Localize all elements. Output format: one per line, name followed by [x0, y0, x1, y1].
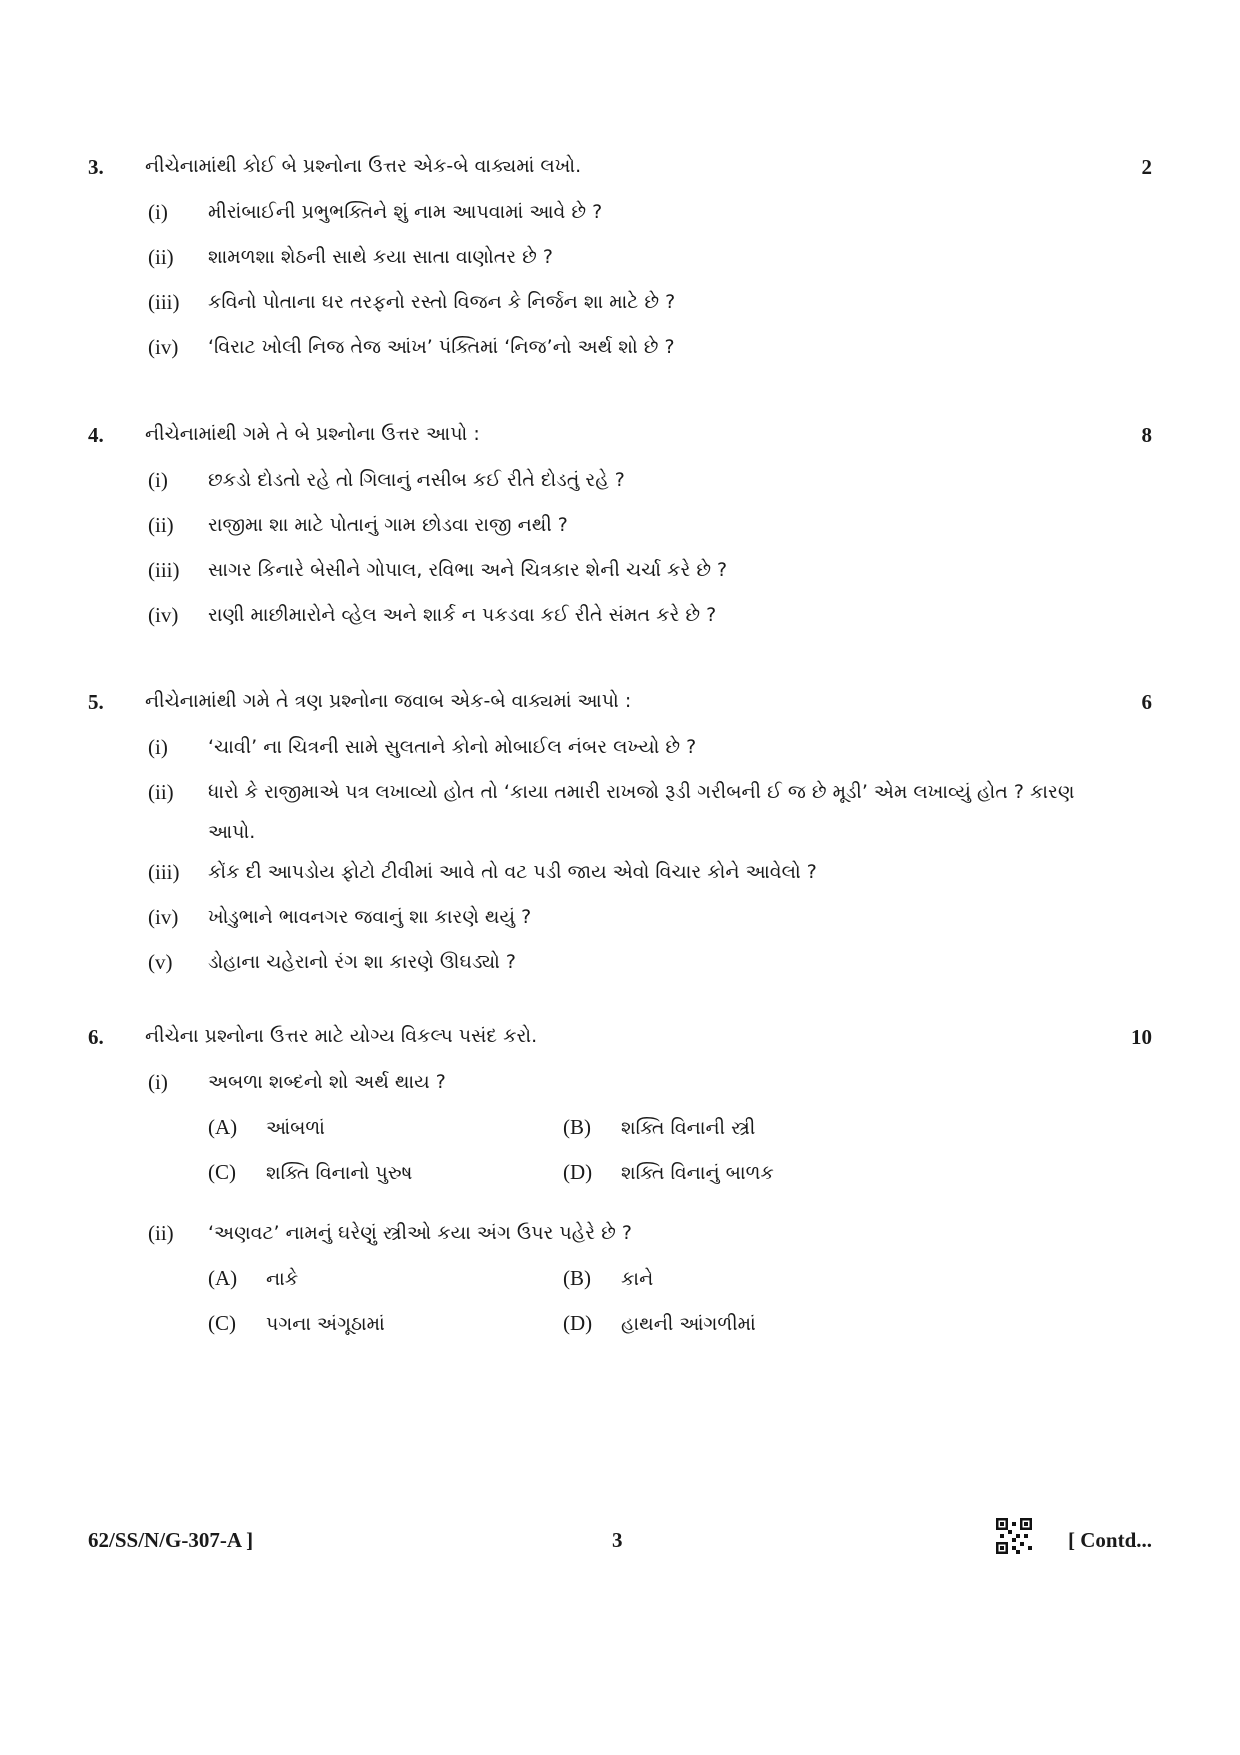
- question-marks: 8: [1141, 423, 1152, 447]
- option: [208, 1311, 385, 1336]
- sub-question-label: (i): [148, 735, 168, 759]
- option-text: શક્તિ વિનાનો પુરુષ: [266, 1162, 413, 1184]
- option-text: નાકે: [266, 1268, 299, 1290]
- sub-question-label: (iv): [148, 335, 179, 359]
- option: [563, 1266, 653, 1291]
- sub-question-text: ‘વિરાટ ખોલી નિજ તેજ આંખ’ પંક્તિમાં ‘નિજ’નો અર્થ શો છે ?: [208, 336, 675, 358]
- option-label: (D): [563, 1160, 593, 1184]
- sub-question-text: ‘ચાવી’ ના ચિત્રની સામે સુલતાને કોનો મોબાઈલ નંબર લખ્યો છે ?: [208, 736, 697, 758]
- qr-code-icon: [996, 1518, 1032, 1554]
- option-label: (B): [563, 1266, 591, 1290]
- question-number: 3.: [88, 155, 104, 179]
- sub-question-text: શામળશા શેઠની સાથે કયા સાતા વાણોતર છે ?: [208, 246, 553, 268]
- sub-question-text: ડોહાના ચહેરાનો રંગ શા કારણે ઊઘડ્યો ?: [208, 951, 516, 973]
- sub-question-text: ખોડુભાને ભાવનગર જવાનું શા કારણે થયું ?: [208, 906, 532, 928]
- option-label: (C): [208, 1160, 236, 1184]
- question-text: નીચેના પ્રશ્નોના ઉત્તર માટે યોગ્ય વિકલ્પ પસંદ કરો.: [145, 1025, 538, 1047]
- sub-question-label: (iv): [148, 603, 179, 627]
- page-footer: [0, 1528, 1240, 1568]
- option-label: (B): [563, 1115, 591, 1139]
- sub-question-label: (i): [148, 200, 168, 224]
- option-label: (C): [208, 1311, 236, 1335]
- sub-question-text: છકડો દોડતો રહે તો ગિલાનું નસીબ કઈ રીતે દોડતું રહે ?: [208, 469, 625, 491]
- option: [208, 1266, 298, 1291]
- question-marks: 10: [1131, 1025, 1152, 1049]
- question-number: 6.: [88, 1025, 104, 1049]
- option: [208, 1115, 325, 1140]
- option-label: (A): [208, 1266, 238, 1290]
- sub-question-text: રાજીમા શા માટે પોતાનું ગામ છોડવા રાજી નથી ?: [208, 514, 568, 536]
- sub-question-label: (iii): [148, 558, 180, 582]
- sub-question-label: (iv): [148, 905, 179, 929]
- sub-question-text: મીરાંબાઈની પ્રભુભક્તિને શું નામ આપવામાં આવે છે ?: [208, 201, 603, 223]
- sub-question-label: (ii): [148, 245, 174, 269]
- option-text: શક્તિ વિનાની સ્ત્રી: [621, 1117, 756, 1139]
- option-text: આંબળાં: [266, 1117, 325, 1139]
- continued-label: [ Contd...: [1067, 1528, 1152, 1552]
- sub-question-text: ‘અણવટ’ નામનું ઘરેણું સ્ત્રીઓ કયા અંગ ઉપર પહેરે છે ?: [208, 1222, 632, 1244]
- sub-question-label: (i): [148, 1070, 168, 1094]
- question-marks: 6: [1141, 690, 1152, 714]
- option-text: હાથની આંગળીમાં: [621, 1313, 756, 1335]
- sub-question-label: (iii): [148, 290, 180, 314]
- option-text: પગના અંગૂઠામાં: [266, 1313, 385, 1335]
- option-text: શક્તિ વિનાનું બાળક: [621, 1162, 774, 1184]
- option-label: (A): [208, 1115, 238, 1139]
- sub-question-text: કવિનો પોતાના ઘર તરફનો રસ્તો વિજન કે નિર્જન શા માટે છે ?: [208, 291, 676, 313]
- question-text: નીચેનામાંથી ગમે તે બે પ્રશ્નોના ઉત્તર આપો :: [145, 423, 480, 445]
- option: [208, 1160, 412, 1185]
- question-text: નીચેનામાંથી કોઈ બે પ્રશ્નોના ઉત્તર એક-બે વાક્યમાં લખો.: [145, 155, 582, 177]
- sub-question-text: સાગર કિનારે બેસીને ગોપાલ, રવિભા અને ચિત્રકાર શેની ચર્ચા કરે છે ?: [208, 559, 728, 581]
- sub-question-label: (iii): [148, 860, 180, 884]
- paper-code: 62/SS/N/G-307-A ]: [88, 1528, 254, 1552]
- sub-question-label: (v): [148, 950, 173, 974]
- sub-question-label: (ii): [148, 780, 174, 804]
- option: [563, 1311, 756, 1336]
- question-number: 5.: [88, 690, 104, 714]
- question-text: નીચેનામાંથી ગમે તે ત્રણ પ્રશ્નોના જવાબ એક-બે વાક્યમાં આપો :: [145, 690, 632, 712]
- question-marks: 2: [1141, 155, 1152, 179]
- option: [563, 1160, 774, 1185]
- sub-question-label: (i): [148, 468, 168, 492]
- sub-question-text: રાણી માછીમારોને વ્હેલ અને શાર્ક ન પકડવા કઈ રીતે સંમત કરે છે ?: [208, 604, 717, 626]
- question-number: 4.: [88, 423, 104, 447]
- sub-question-text: કોંક દી આપડોય ફોટો ટીવીમાં આવે તો વટ પડી જાય એવો વિચાર કોને આવેલો ?: [208, 861, 817, 883]
- option-label: (D): [563, 1311, 593, 1335]
- sub-question-label: (ii): [148, 513, 174, 537]
- sub-question-text: ધારો કે રાજીમાએ પત્ર લખાવ્યો હોત તો ‘કાયા તમારી રાખજો રૂડી ગરીબની ઈ જ છે મૂડી’ એમ લખાવ્યું હોત ? કારણ આપો.: [208, 781, 1075, 843]
- option: [563, 1115, 755, 1140]
- option-text: કાને: [621, 1268, 654, 1290]
- sub-question-label: (ii): [148, 1221, 174, 1245]
- sub-question-text: અબળા શબ્દનો શો અર્થ થાય ?: [208, 1071, 446, 1093]
- page-number: 3: [612, 1528, 623, 1552]
